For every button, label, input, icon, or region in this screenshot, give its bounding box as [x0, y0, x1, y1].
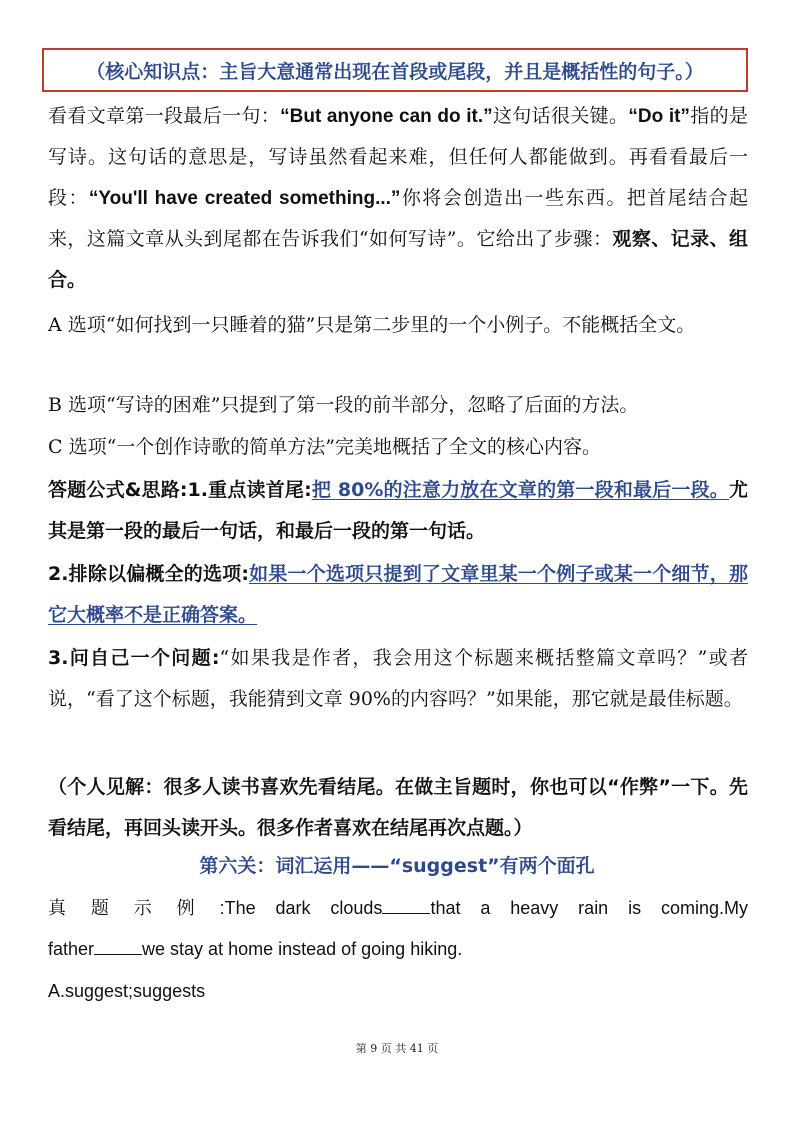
formula-step-2-highlight: 如果一个选项只提到了文章里某一个例子或某一个细节，那它大概率不是正确答案。	[48, 563, 748, 626]
section-title: 第六关：词汇运用——“suggest”有两个面孔	[199, 855, 595, 877]
p1-text-a: 看看文章第一段最后一句：	[48, 105, 281, 127]
p1-steps: 观察、记录、组合。	[48, 228, 748, 291]
p1-text-c: 指的是写诗。这句话的意思是，写诗虽然看起来难，但任何人都能做到。再看看最后一段：	[48, 105, 748, 209]
formula-step-1-label: 答题公式&思路:1.重点读首尾:	[48, 479, 312, 501]
answer-blank-2	[94, 936, 142, 955]
option-a-analysis: A 选项“如何找到一只睡着的猫”只是第二步里的一个小例子。不能概括全文。	[48, 314, 696, 336]
example-label: 真题示例	[48, 898, 220, 919]
answer-blank-1	[382, 895, 430, 914]
page-footer: 第 9 页 共 41 页	[355, 1042, 439, 1055]
formula-step-2-label: 2.排除以偏概全的选项:	[48, 563, 249, 585]
key-point-box	[42, 48, 748, 92]
formula-step-2	[48, 554, 748, 636]
formula-step-1-highlight: 把 80%的注意力放在文章的第一段和最后一段。	[311, 479, 729, 501]
formula-step-1	[48, 470, 748, 552]
analysis-paragraph	[48, 96, 748, 301]
example-line-1-b: that a heavy rain is coming.My	[430, 898, 749, 918]
example-line-2-b: we stay at home instead of going hiking.	[142, 939, 463, 959]
formula-step-3-label: 3.问自己一个问题:	[48, 647, 220, 669]
formula-step-3	[48, 638, 748, 720]
p1-text-d: 你将会创造出一些东西。把首尾结合起来，这篇文章从头到尾都在告诉我们“如何写诗”。它给出了步骤：	[48, 187, 748, 250]
option-b-analysis: B 选项“写诗的困难”只提到了第一段的前半部分，忽略了后面的方法。	[48, 394, 639, 416]
p1-quote-1: “But anyone can do it.”	[280, 106, 493, 127]
personal-insight: （个人见解：很多人读书喜欢先看结尾。在做主旨题时，你也可以“作弊”一下。先看结尾，再回头读开头。很多作者喜欢在结尾再次点题。）	[48, 776, 748, 839]
option-a: A.suggest;suggests	[48, 981, 206, 1001]
example-line-1	[48, 888, 748, 929]
example-line-1-a: :The dark clouds	[219, 898, 383, 918]
formula-step-3-text: “如果我是作者，我会用这个标题来概括整篇文章吗？”或者说，“看了这个标题，我能猜到文章 90%的内容吗？”如果能，那它就是最佳标题。	[48, 647, 748, 710]
key-point-text: （核心知识点：主旨大意通常出现在首段或尾段，并且是概括性的句子。）	[86, 60, 704, 83]
p1-quote-2: “Do it”	[628, 106, 690, 127]
example-line-2	[48, 929, 748, 970]
p1-text-b: 这句话很关键。	[492, 105, 629, 127]
example-line-2-a: father	[48, 939, 95, 959]
option-c-analysis: C 选项“一个创作诗歌的简单方法”完美地概括了全文的核心内容。	[48, 436, 602, 458]
p1-quote-3: “You'll have created something...”	[88, 188, 401, 209]
formula-step-1-text: 尤其是第一段的最后一句话，和最后一段的第一句话。	[48, 479, 748, 542]
